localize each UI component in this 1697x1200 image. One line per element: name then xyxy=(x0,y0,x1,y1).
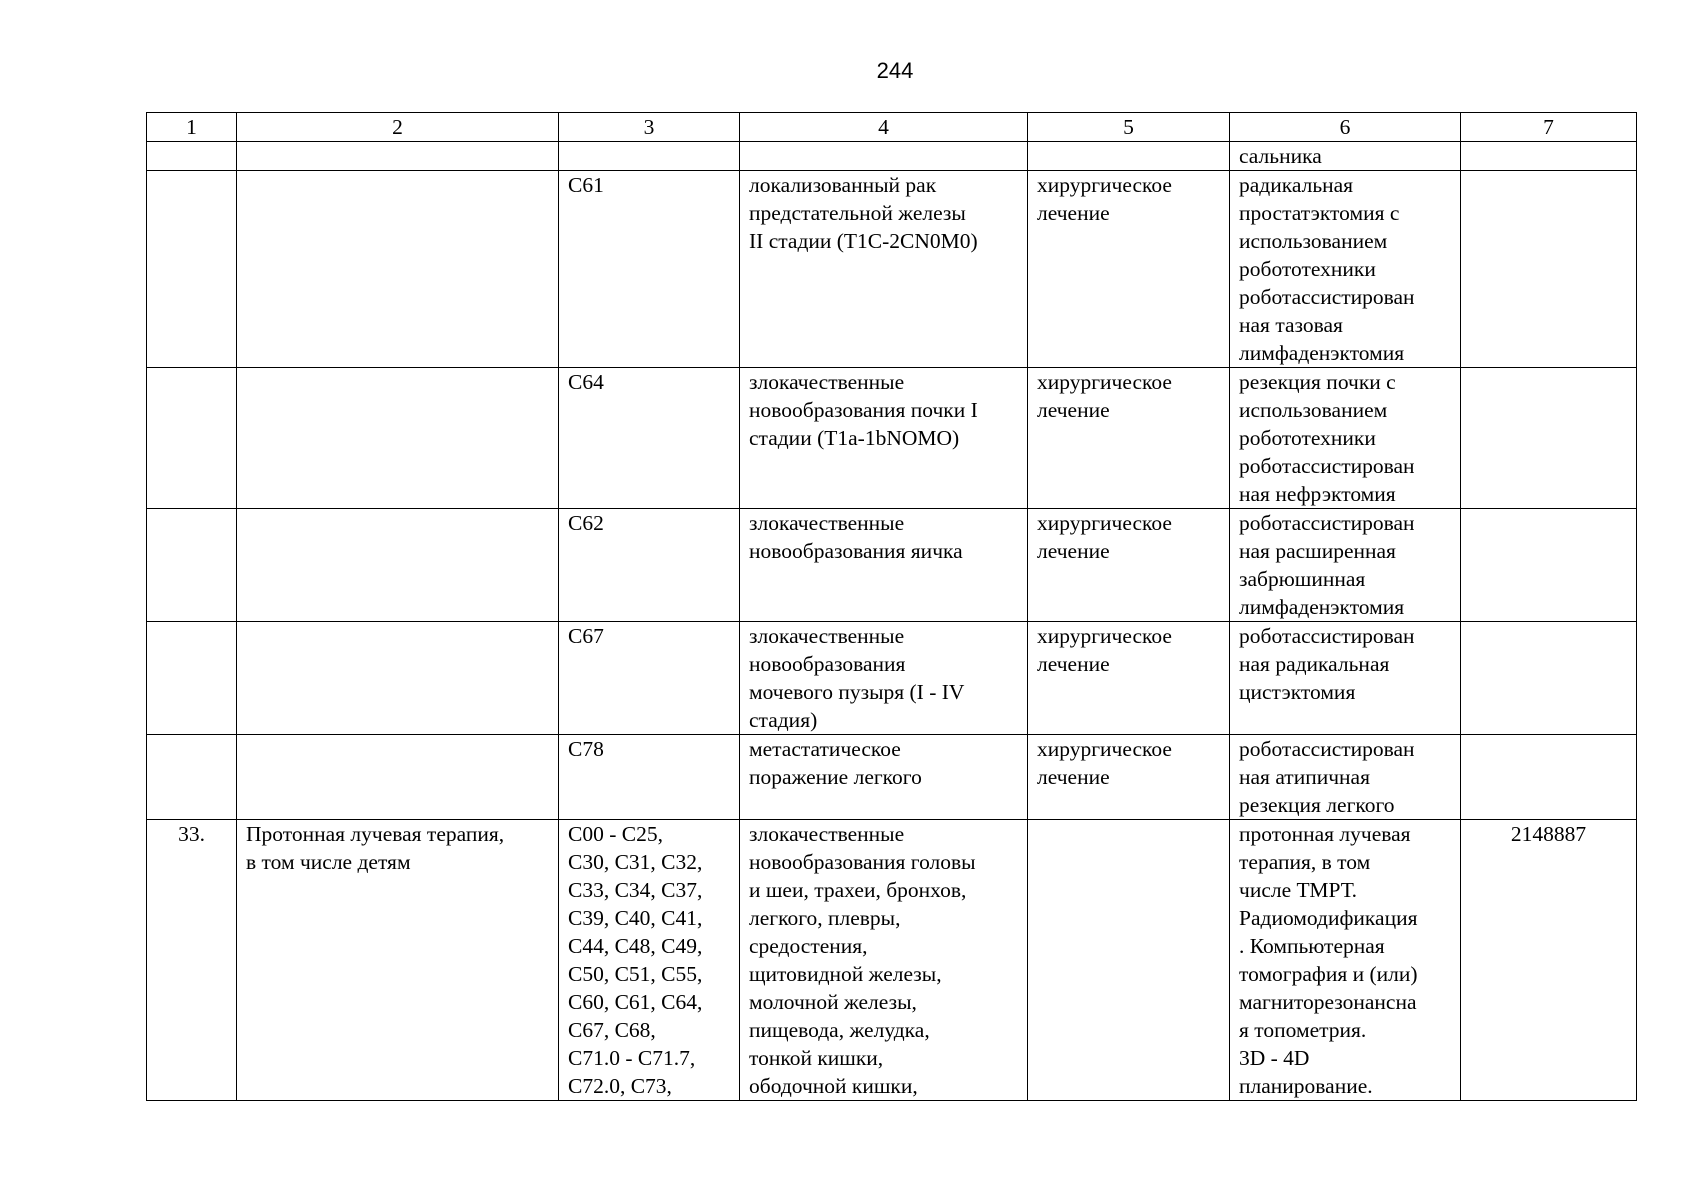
treatment-method-line: Радиомодификация xyxy=(1239,906,1418,930)
patient-model-line: средостения, xyxy=(749,934,868,958)
treatment-method-cell xyxy=(1230,622,1461,735)
icd-codes-line: C71.0 - C71.7, xyxy=(568,1046,696,1070)
treatment-method-line: ная нефрэктомия xyxy=(1239,482,1396,506)
column-number: 1 xyxy=(147,113,237,142)
treatment-method-line: 3D - 4D xyxy=(1239,1046,1310,1070)
treatment-method-line: робототехники xyxy=(1239,426,1376,450)
icd-codes-cell xyxy=(559,368,740,509)
treatment-method-line: терапия, в том xyxy=(1239,850,1371,874)
icd-codes-line: C00 - C25, xyxy=(568,822,663,846)
treatment-type-line: хирургическое xyxy=(1037,173,1172,197)
icd-codes-line: C64 xyxy=(568,370,604,394)
patient-model-line: мочевого пузыря (I - IV xyxy=(749,680,965,704)
treatment-method-line: планирование. xyxy=(1239,1074,1373,1098)
treatment-method-cell xyxy=(1230,368,1461,509)
treatment-method-line: использованием xyxy=(1239,229,1388,253)
icd-codes-cell xyxy=(559,171,740,368)
treatment-type-line: лечение xyxy=(1037,652,1110,676)
column-number-row xyxy=(147,113,1637,142)
treatment-method-cell xyxy=(1230,735,1461,820)
patient-model-line: и шеи, трахеи, бронхов, xyxy=(749,878,967,902)
icd-codes-cell xyxy=(559,142,740,171)
patient-model-line: пищевода, желудка, xyxy=(749,1018,930,1042)
treatment-type-cell xyxy=(1028,622,1230,735)
icd-codes-line: C67 xyxy=(568,624,604,648)
treatment-method-line: цистэктомия xyxy=(1239,680,1356,704)
cost-norm-cell xyxy=(1461,622,1637,735)
table-row xyxy=(147,820,1637,1101)
treatment-method-line: ная радикальная xyxy=(1239,652,1390,676)
treatment-type-cell xyxy=(1028,171,1230,368)
treatment-method-cell xyxy=(1230,171,1461,368)
treatment-method-line: простатэктомия с xyxy=(1239,201,1400,225)
treatment-type-line: хирургическое xyxy=(1037,511,1172,535)
patient-model-line: новообразования почки I xyxy=(749,398,978,422)
icd-codes-line: C61 xyxy=(568,173,604,197)
row-number-cell xyxy=(147,368,237,509)
row-number-cell xyxy=(147,735,237,820)
icd-codes-line: C72.0, C73, xyxy=(568,1074,672,1098)
column-number: 5 xyxy=(1028,113,1230,142)
treatment-type-line: хирургическое xyxy=(1037,737,1172,761)
treatment-method-line: забрюшинная xyxy=(1239,567,1366,591)
patient-model-line: II стадии (T1C-2CN0M0) xyxy=(749,229,978,253)
patient-model-line: щитовидной железы, xyxy=(749,962,942,986)
treatment-type-line: лечение xyxy=(1037,201,1110,225)
treatment-type-cell xyxy=(1028,368,1230,509)
patient-model-line: метастатическое xyxy=(749,737,901,761)
table-row xyxy=(147,735,1637,820)
treatment-method-line: роботассистирован xyxy=(1239,624,1415,648)
row-number-cell xyxy=(147,622,237,735)
page-number: 244 xyxy=(876,58,914,83)
patient-model-line: злокачественные xyxy=(749,822,905,846)
row-number-cell: 33. xyxy=(147,820,237,1101)
column-number: 3 xyxy=(559,113,740,142)
care-type-cell xyxy=(237,509,559,622)
patient-model-cell xyxy=(740,622,1028,735)
icd-codes-line: C78 xyxy=(568,737,604,761)
treatment-method-line: резекция почки с xyxy=(1239,370,1396,394)
treatment-method-line: томография и (или) xyxy=(1239,962,1418,986)
treatment-type-line: лечение xyxy=(1037,539,1110,563)
treatment-method-line: использованием xyxy=(1239,398,1388,422)
treatment-method-line: протонная лучевая xyxy=(1239,822,1411,846)
treatment-method-line: радикальная xyxy=(1239,173,1354,197)
patient-model-line: злокачественные xyxy=(749,370,905,394)
care-type-line: Протонная лучевая терапия, xyxy=(246,822,505,846)
patient-model-line: новообразования яичка xyxy=(749,539,963,563)
icd-codes-line: C60, C61, C64, xyxy=(568,990,703,1014)
treatment-method-line: ная расширенная xyxy=(1239,539,1396,563)
care-type-line: в том числе детям xyxy=(246,850,411,874)
treatment-method-line: числе ТМРТ. xyxy=(1239,878,1358,902)
treatment-method-line: ная тазовая xyxy=(1239,313,1343,337)
icd-codes-cell xyxy=(559,735,740,820)
treatment-method-line: ная атипичная xyxy=(1239,765,1370,789)
treatment-method-line: роботассистирован xyxy=(1239,454,1415,478)
treatment-method-line: лимфаденэктомия xyxy=(1239,595,1405,619)
patient-model-cell xyxy=(740,735,1028,820)
icd-codes-line: C30, C31, C32, xyxy=(568,850,703,874)
row-number-cell xyxy=(147,142,237,171)
treatment-type-line: лечение xyxy=(1037,398,1110,422)
treatment-method-cell xyxy=(1230,142,1461,171)
table-row xyxy=(147,142,1637,171)
treatment-type-cell xyxy=(1028,735,1230,820)
column-number: 7 xyxy=(1461,113,1637,142)
patient-model-cell xyxy=(740,820,1028,1101)
patient-model-line: злокачественные xyxy=(749,511,905,535)
treatment-method-line: . Компьютерная xyxy=(1239,934,1385,958)
cost-norm-cell xyxy=(1461,368,1637,509)
column-number: 6 xyxy=(1230,113,1461,142)
patient-model-cell xyxy=(740,368,1028,509)
patient-model-line: локализованный рак xyxy=(749,173,937,197)
table-row xyxy=(147,368,1637,509)
patient-model-line: предстательной железы xyxy=(749,201,966,225)
patient-model-line: ободочной кишки, xyxy=(749,1074,918,1098)
icd-codes-line: C44, C48, C49, xyxy=(568,934,703,958)
care-type-cell xyxy=(237,368,559,509)
patient-model-cell xyxy=(740,142,1028,171)
icd-codes-cell xyxy=(559,622,740,735)
cost-norm-cell xyxy=(1461,509,1637,622)
treatment-type-cell xyxy=(1028,509,1230,622)
treatment-type-cell xyxy=(1028,142,1230,171)
patient-model-line: новообразования головы xyxy=(749,850,976,874)
icd-codes-line: C39, C40, C41, xyxy=(568,906,703,930)
treatment-method-cell xyxy=(1230,509,1461,622)
table-row xyxy=(147,171,1637,368)
treatment-method-line: робототехники xyxy=(1239,257,1376,281)
row-number-cell xyxy=(147,509,237,622)
patient-model-line: злокачественные xyxy=(749,624,905,648)
treatment-method-line: роботассистирован xyxy=(1239,511,1415,535)
treatment-method-line: магниторезонансна xyxy=(1239,990,1417,1014)
icd-codes-cell xyxy=(559,820,740,1101)
treatment-type-line: лечение xyxy=(1037,765,1110,789)
cost-norm-cell xyxy=(1461,171,1637,368)
cost-norm-cell: 2148887 xyxy=(1461,820,1637,1101)
cost-norm-cell xyxy=(1461,142,1637,171)
patient-model-line: молочной железы, xyxy=(749,990,917,1014)
care-type-cell xyxy=(237,735,559,820)
patient-model-cell xyxy=(740,509,1028,622)
icd-codes-line: C67, C68, xyxy=(568,1018,656,1042)
treatment-method-cell xyxy=(1230,820,1461,1101)
treatment-method-line: роботассистирован xyxy=(1239,737,1415,761)
icd-codes-cell xyxy=(559,509,740,622)
treatment-method-line: лимфаденэктомия xyxy=(1239,341,1405,365)
patient-model-line: новообразования xyxy=(749,652,906,676)
medical-care-table xyxy=(146,112,1637,1101)
column-number: 4 xyxy=(740,113,1028,142)
treatment-type-cell xyxy=(1028,820,1230,1101)
icd-codes-line: C62 xyxy=(568,511,604,535)
table-row xyxy=(147,509,1637,622)
care-type-cell xyxy=(237,820,559,1101)
treatment-method-line: роботассистирован xyxy=(1239,285,1415,309)
table-row xyxy=(147,622,1637,735)
icd-codes-line: C33, C34, C37, xyxy=(568,878,703,902)
treatment-type-line: хирургическое xyxy=(1037,624,1172,648)
row-number-cell xyxy=(147,171,237,368)
treatment-method-line: сальника xyxy=(1239,144,1322,168)
patient-model-line: тонкой кишки, xyxy=(749,1046,884,1070)
treatment-type-line: хирургическое xyxy=(1037,370,1172,394)
patient-model-line: стадии (T1a-1bNOMO) xyxy=(749,426,960,450)
treatment-method-line: я топометрия. xyxy=(1239,1018,1367,1042)
patient-model-line: поражение легкого xyxy=(749,765,922,789)
patient-model-cell xyxy=(740,171,1028,368)
column-number: 2 xyxy=(237,113,559,142)
icd-codes-line: C50, C51, C55, xyxy=(568,962,703,986)
care-type-cell xyxy=(237,622,559,735)
care-type-cell xyxy=(237,142,559,171)
treatment-method-line: резекция легкого xyxy=(1239,793,1395,817)
patient-model-line: легкого, плевры, xyxy=(749,906,901,930)
cost-norm-cell xyxy=(1461,735,1637,820)
patient-model-line: стадия) xyxy=(749,708,818,732)
care-type-cell xyxy=(237,171,559,368)
